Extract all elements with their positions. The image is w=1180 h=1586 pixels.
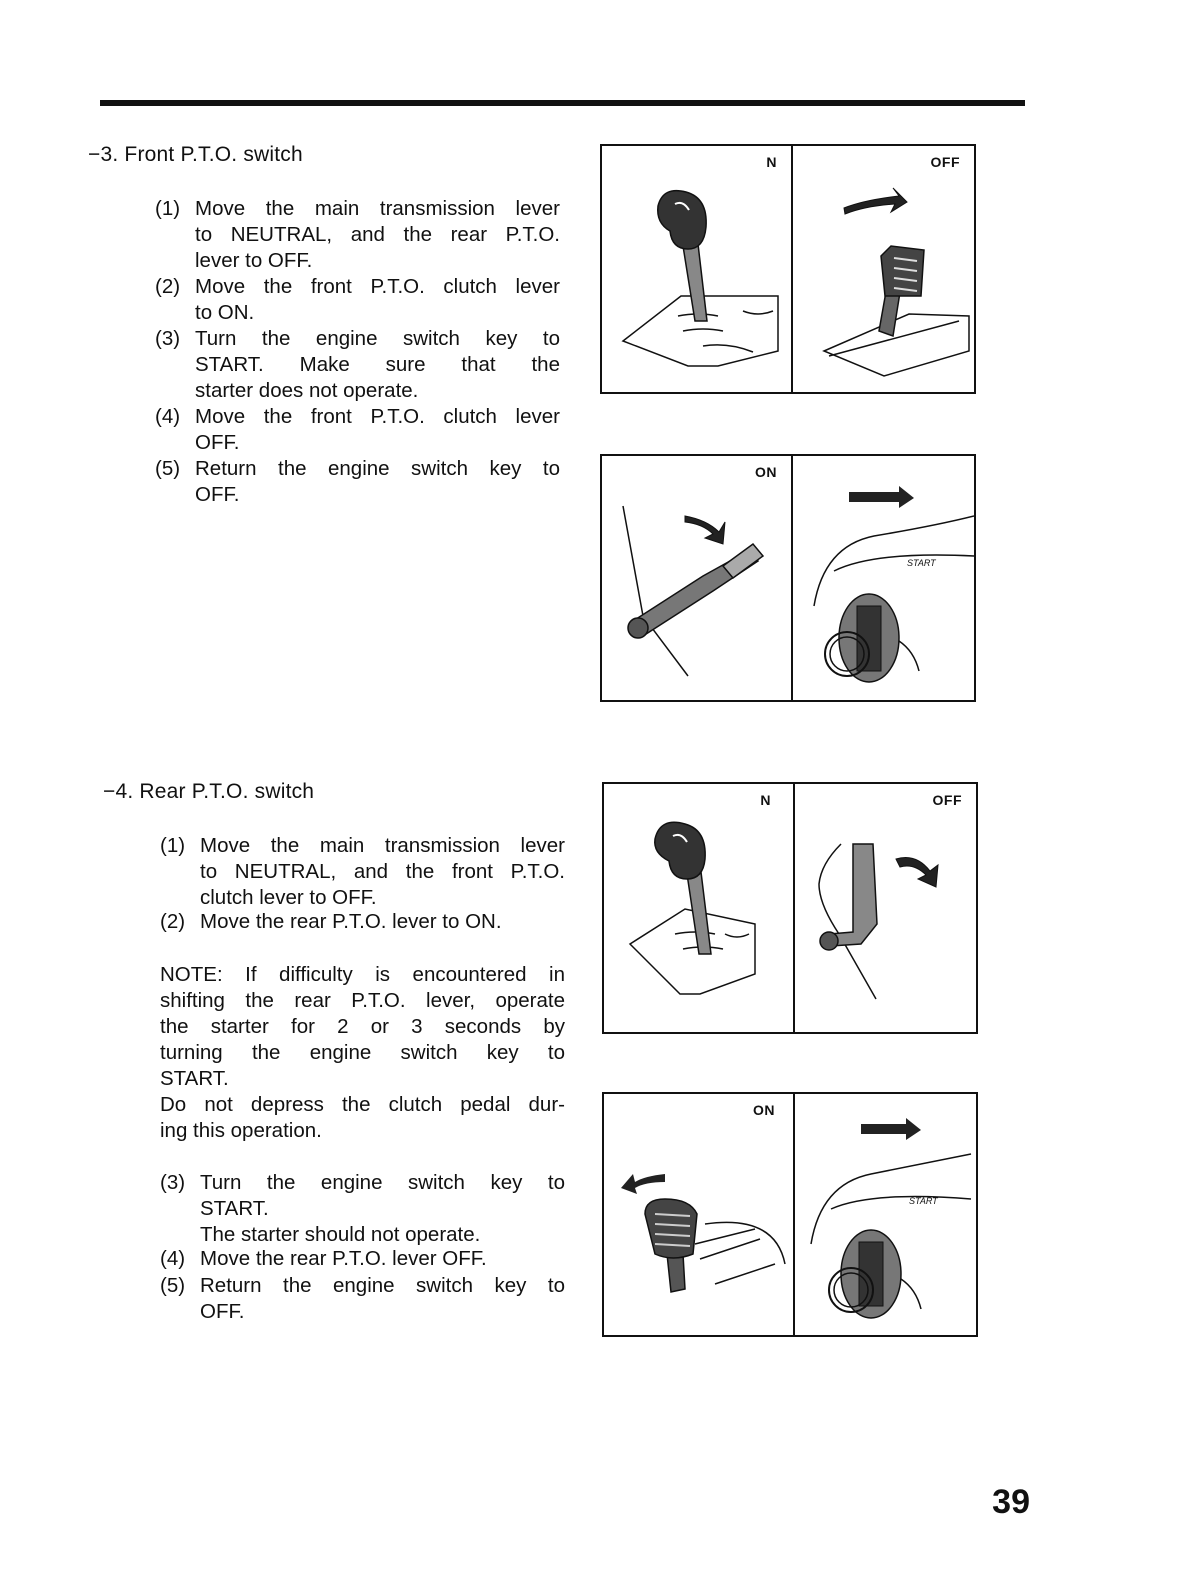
s3-step-4: (4) Move the front P.T.O. clutch lever OFF.: [155, 405, 560, 454]
ignition-key-illustration: [789, 456, 974, 700]
transmission-lever-illustration: [604, 784, 793, 1032]
panel-label-off: OFF: [932, 792, 962, 808]
step-number: (4): [160, 1247, 186, 1270]
step-number: (3): [160, 1171, 186, 1194]
panel-label-n: N: [760, 792, 771, 808]
step-number: (5): [155, 457, 181, 480]
key-position-label: START: [909, 1196, 938, 1206]
section-3-title: −3. Front P.T.O. switch: [88, 143, 303, 166]
front-pto-lever-illustration: [789, 146, 974, 392]
figure-rear-pto-neutral-off: [602, 782, 978, 1034]
top-rule: [100, 100, 1025, 106]
panel-label-on: ON: [753, 1102, 775, 1118]
figure-panel-transmission-neutral: [604, 784, 795, 1032]
rear-pto-lever-illustration: [604, 1094, 793, 1335]
figure-panel-front-pto-off: [789, 146, 974, 392]
step-number: (4): [155, 405, 181, 428]
figure-panel-front-pto-on: [602, 456, 793, 700]
s4-step-2: (2) Move the rear P.T.O. lever to ON.: [160, 910, 502, 933]
figure-front-pto-neutral-off: [600, 144, 976, 394]
step-number: (1): [160, 834, 186, 857]
panel-label-n: N: [766, 154, 777, 170]
s3-step-5: (5) Return the engine switch key to OFF.: [155, 457, 560, 506]
figure-panel-rear-pto-off: [791, 784, 976, 1032]
step-number: (2): [155, 275, 181, 298]
figure-panel-rear-pto-on: [604, 1094, 795, 1335]
figure-panel-transmission-neutral: [602, 146, 793, 392]
s4-step-4: (4) Move the rear P.T.O. lever OFF.: [160, 1247, 487, 1270]
panel-label-off: OFF: [930, 154, 960, 170]
s3-step-3: (3) Turn the engine switch key to START. Make sure that the starter does not operate.: [155, 327, 560, 402]
step-number: (5): [160, 1274, 186, 1297]
step-number: (2): [160, 910, 186, 933]
figure-panel-key-start: [789, 456, 974, 700]
section-4-title: −4. Rear P.T.O. switch: [103, 780, 315, 803]
s4-step-3: (3) Turn the engine switch key to START. The starter should not operate.: [160, 1171, 565, 1246]
step-number: (3): [155, 327, 181, 350]
transmission-lever-illustration: [602, 146, 791, 392]
note-block: NOTE: If difficulty is encountered in shifting the rear P.T.O. lever, operate the starter for 2 or 3 seconds by turning the engine switch key to START. Do not depress the clutch pedal dur- ing this operation.: [160, 963, 565, 1142]
page-number: 39: [992, 1483, 1030, 1521]
s4-step-1: (1) Move the main transmission lever to NEUTRAL, and the front P.T.O. clutch lever to OFF.: [160, 834, 565, 909]
figure-panel-key-start: [791, 1094, 976, 1335]
figure-front-pto-on-start: [600, 454, 976, 702]
s3-step-2: (2) Move the front P.T.O. clutch lever to ON.: [155, 275, 560, 324]
s3-step-1: (1) Move the main transmission lever to NEUTRAL, and the rear P.T.O. lever to OFF.: [155, 197, 560, 272]
rear-pto-lever-illustration: [791, 784, 976, 1032]
panel-label-on: ON: [755, 464, 777, 480]
front-pto-clutch-illustration: [602, 456, 791, 700]
key-position-label: START: [907, 558, 936, 568]
step-number: (1): [155, 197, 181, 220]
ignition-key-illustration: [791, 1094, 976, 1335]
s4-step-5: (5) Return the engine switch key to OFF.: [160, 1274, 565, 1323]
figure-rear-pto-on-start: [602, 1092, 978, 1337]
